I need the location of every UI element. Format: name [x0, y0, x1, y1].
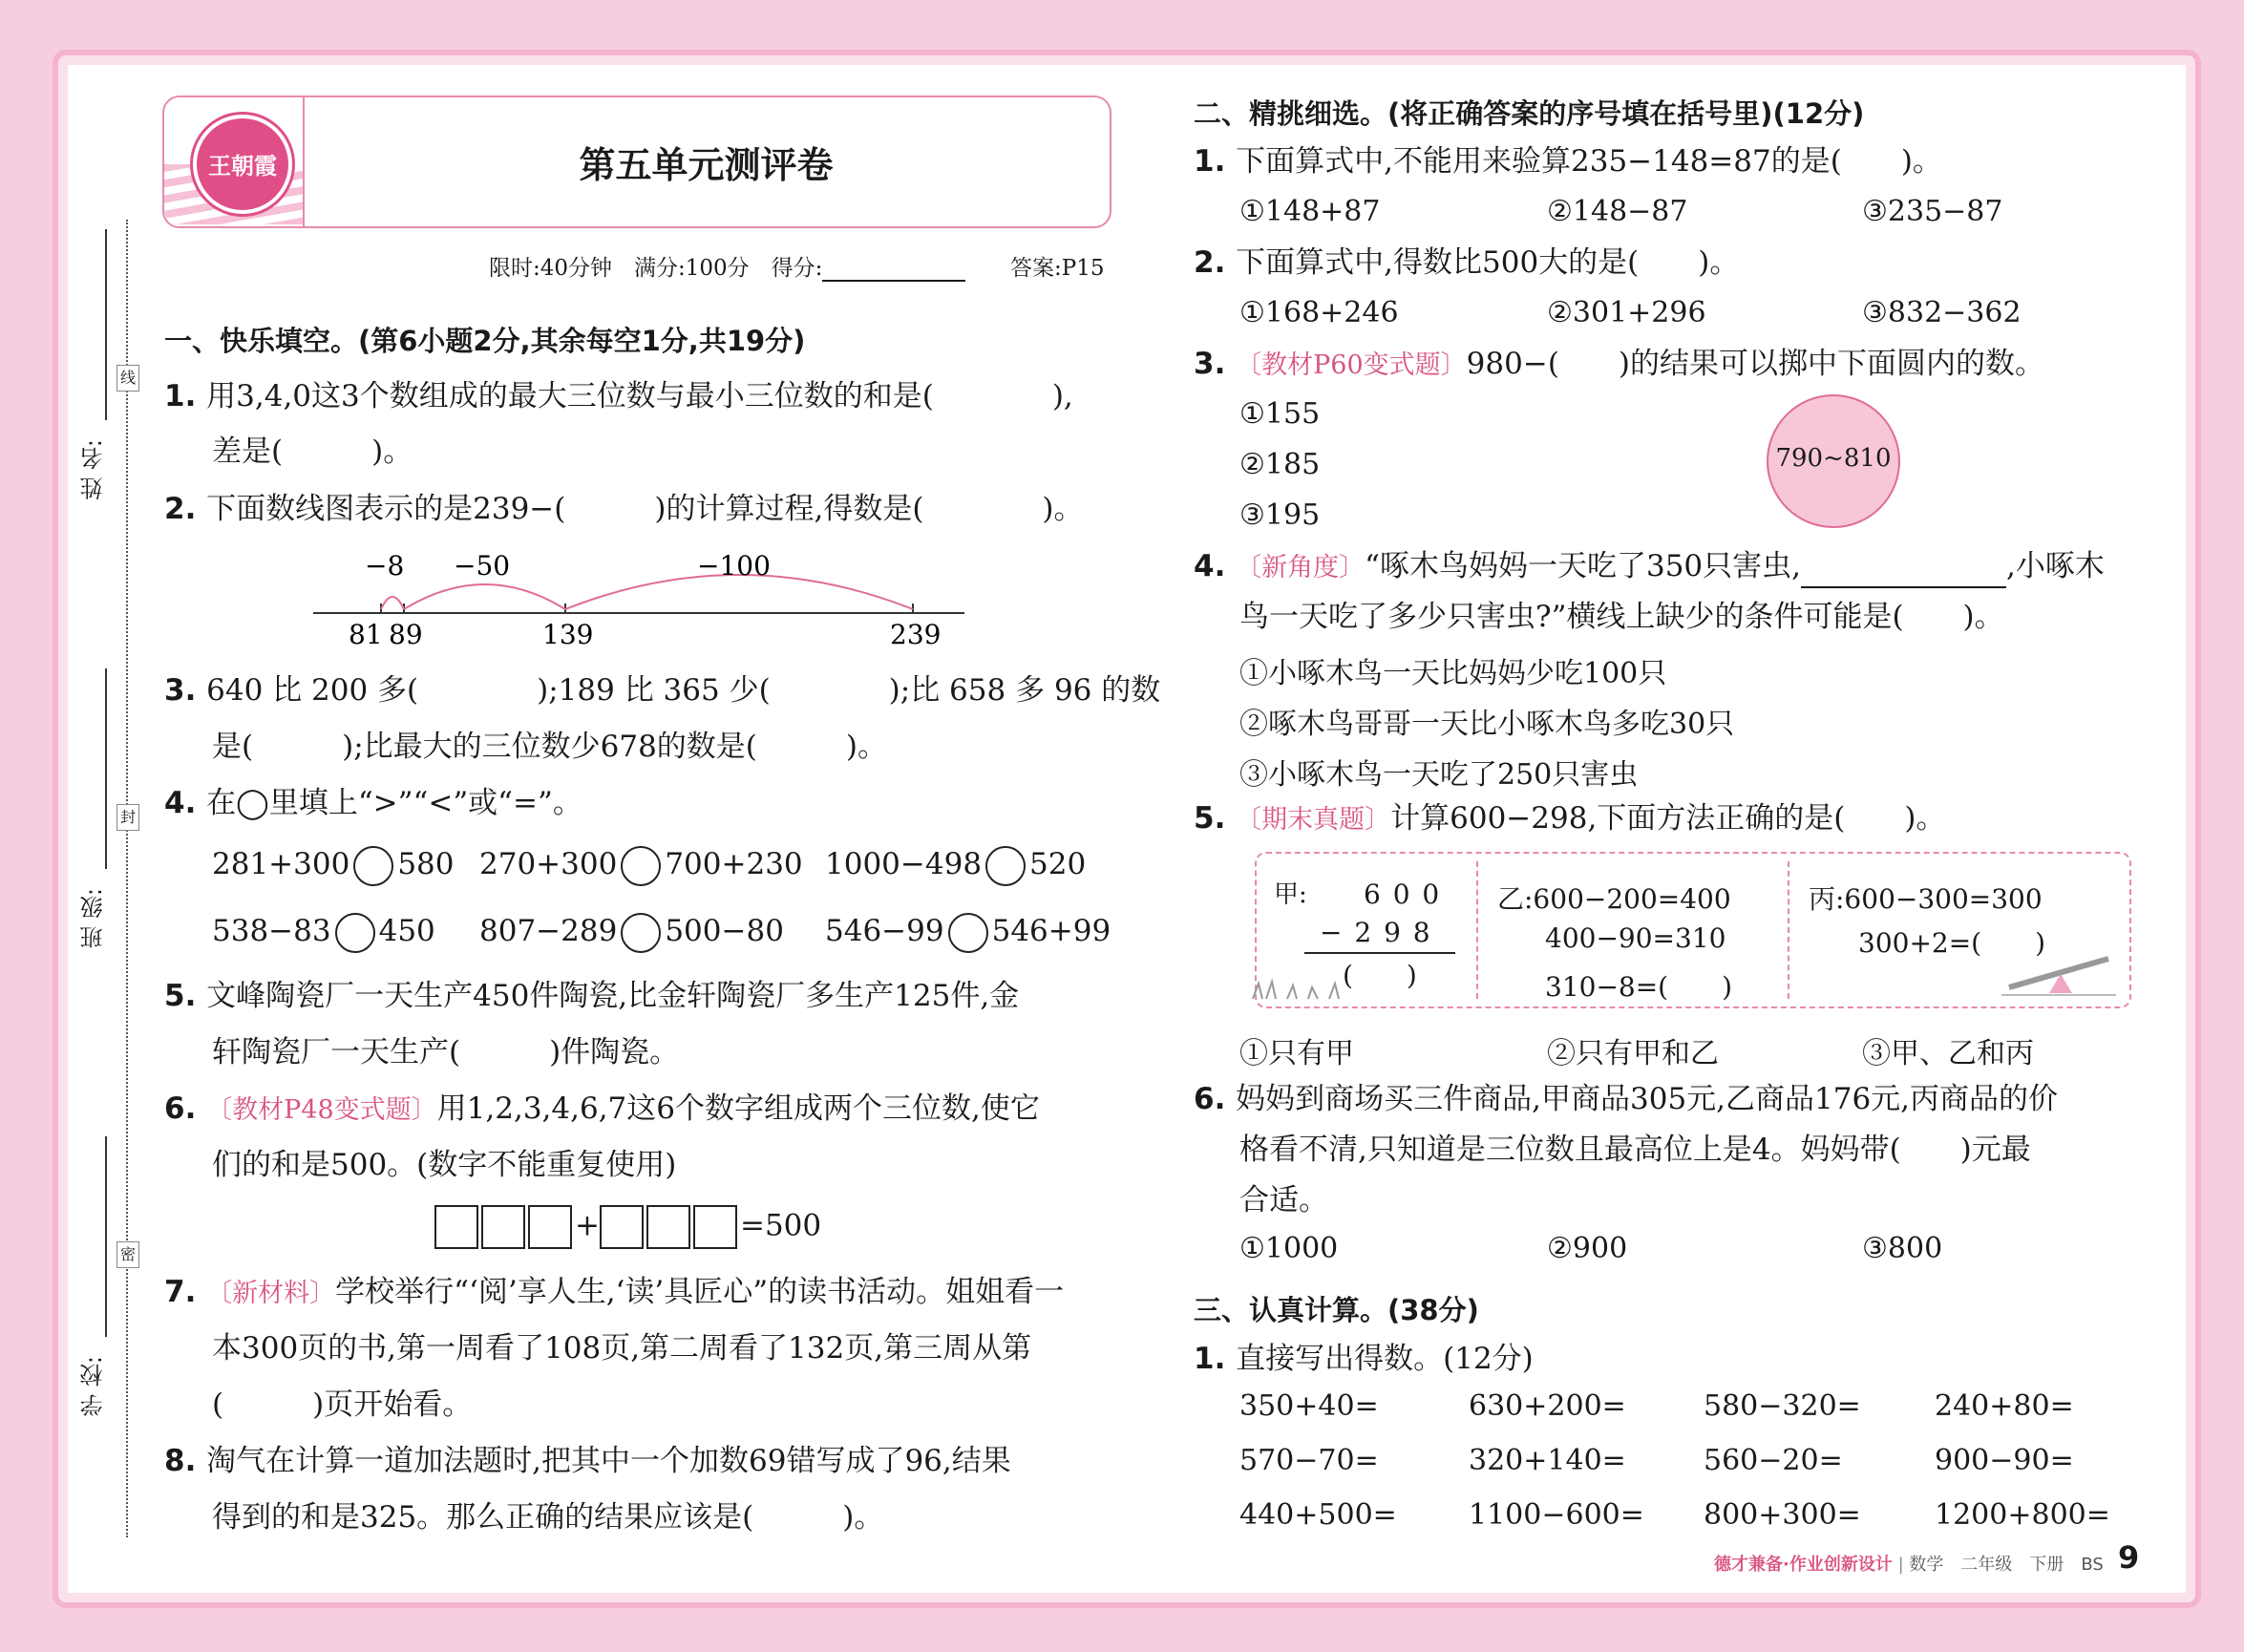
s1-q1: [164, 376, 1073, 416]
q-number: 4.: [164, 786, 207, 820]
calc-item[interactable]: 580−320=: [1704, 1389, 1861, 1423]
s2-q6-cont: 格看不清,只知道是三位数且最高位上是4。妈妈带( )元最: [1239, 1133, 2031, 1167]
q4-tag: 〔新角度〕: [1236, 553, 1365, 582]
section1-title: 一、快乐填空。(第6小题2分,其余每空1分,共19分): [164, 325, 806, 357]
s1-q7-text: 学校举行“‘阅’享人生,‘读’具匠心”的读书活动。姐姐看一: [335, 1275, 1065, 1309]
compare-left: 281+300: [212, 847, 350, 881]
s2-q5-opt1[interactable]: ①只有甲: [1239, 1037, 1354, 1070]
calc-item[interactable]: 440+500=: [1239, 1498, 1397, 1532]
section2-title: 二、精挑细选。(将正确答案的序号填在括号里)(12分): [1194, 97, 1865, 130]
jump-arc-50: [404, 584, 565, 609]
s2-q5-opt2[interactable]: ②只有甲和乙: [1547, 1037, 1719, 1070]
calc-item[interactable]: 350+40=: [1239, 1389, 1379, 1423]
s1-q2: [164, 489, 1084, 529]
s1-q6-cont: 们的和是500。(数字不能重复使用): [212, 1148, 677, 1182]
s2-q6-text: 妈妈到商场买三件商品,甲商品305元,乙商品176元,丙商品的价: [1236, 1082, 2059, 1116]
compare-left: 538−83: [212, 914, 331, 948]
s2-q4-opt3[interactable]: ③小啄木鸟一天吃了250只害虫: [1239, 758, 1639, 792]
q-number: 2.: [1194, 245, 1237, 280]
q-number: 5.: [164, 979, 207, 1013]
q-number: 2.: [164, 492, 207, 526]
q-number: 4.: [1194, 549, 1237, 583]
jump-arc-8: [381, 597, 404, 609]
compare-row-1c: [825, 844, 1086, 886]
s1-q8-cont: 得到的和是325。那么正确的结果应该是( )。: [212, 1500, 884, 1535]
number-line: [306, 546, 974, 653]
s1-q3: [164, 670, 1160, 710]
jia-result[interactable]: ( ): [1343, 960, 1417, 991]
q-number: 6.: [1194, 1082, 1237, 1116]
q-number: 6.: [164, 1091, 207, 1126]
q6-tag: 〔教材P48变式题〕: [206, 1095, 437, 1125]
condition-blank[interactable]: [1801, 558, 2006, 588]
compare-left: 546−99: [825, 914, 944, 948]
s1-q5: [164, 976, 1019, 1016]
compare-circle[interactable]: [353, 846, 393, 886]
s1-q7-cont2: ( )页开始看。: [212, 1387, 473, 1422]
calc-grid: [1239, 1389, 2128, 1552]
compare-right: 500−80: [665, 914, 784, 948]
s1-q4: [164, 783, 582, 823]
calc-item[interactable]: 1200+800=: [1935, 1498, 2110, 1532]
s2-q2-text: 下面算式中,得数比500大的是( )。: [1236, 245, 1740, 280]
s2-q3: [1194, 344, 2044, 386]
s2-q4-cont: 鸟一天吃了多少只害虫?”横线上缺少的条件可能是( )。: [1239, 600, 2004, 634]
jia-label: 甲:: [1274, 880, 1307, 909]
q-number: 1.: [1194, 1342, 1237, 1376]
digit-box[interactable]: [481, 1205, 525, 1249]
s2-q2-opt1[interactable]: ①168+246: [1239, 296, 1399, 329]
jia-sub: − 2 9 8: [1320, 917, 1432, 948]
grass-blades: [1253, 982, 1339, 999]
s2-q1-text: 下面算式中,不能用来验算235−148=87的是( )。: [1236, 144, 1942, 179]
methods-box: [1255, 852, 2131, 1008]
s2-q6-opt1[interactable]: ①1000: [1239, 1232, 1339, 1265]
tick-label-139: 139: [542, 619, 594, 650]
s2-q4: [1194, 546, 2105, 588]
compare-right: 520: [1029, 847, 1087, 881]
compare-row-1: [212, 844, 455, 886]
bing-line2[interactable]: 300+2=( ): [1858, 927, 2046, 959]
s2-q6-opt3[interactable]: ③800: [1862, 1232, 1943, 1265]
s2-q2: [1194, 243, 1739, 283]
compare-right: 450: [378, 914, 435, 948]
jia-top: 6 0 0: [1364, 879, 1442, 910]
compare-right: 580: [397, 847, 455, 881]
s2-q4-text-end: ,小啄木: [2006, 549, 2105, 583]
compare-circle[interactable]: [621, 846, 661, 886]
footer-separator: |: [1892, 1555, 1910, 1575]
footer-series: 德才兼备·作业创新设计: [1714, 1555, 1893, 1575]
q-number: 1.: [1194, 144, 1237, 179]
s1-q7-cont: 本300页的书,第一周看了108页,第二周看了132页,第三周从第: [212, 1331, 1032, 1366]
compare-right: 546+99: [991, 914, 1111, 948]
jump-label-8: −8: [365, 550, 405, 582]
s2-q4-text: “啄木鸟妈妈一天吃了350只害虫,: [1365, 549, 1802, 583]
s2-q1: [1194, 141, 1942, 181]
brand-logo: [193, 115, 292, 214]
methods-divider-1: [1476, 861, 1478, 999]
s2-q3-opt2[interactable]: ②185: [1239, 448, 1321, 481]
class-line: [105, 668, 107, 869]
calc-item[interactable]: 570−70=: [1239, 1444, 1379, 1477]
q-number: 3.: [164, 673, 207, 708]
seal-marker: 封: [116, 804, 139, 831]
q5-tag: 〔期末真题〕: [1236, 805, 1391, 835]
s2-q4-opt1[interactable]: ①小啄木鸟一天比妈妈少吃100只: [1239, 657, 1667, 690]
target-circle: [1767, 394, 1900, 528]
digit-box[interactable]: [600, 1205, 644, 1249]
s3-q1: [1194, 1339, 1534, 1379]
yi-line1: 乙:600−200=400: [1497, 883, 1731, 915]
s2-q2-opt2[interactable]: ②301+296: [1547, 296, 1706, 329]
compare-left: 1000−498: [825, 847, 983, 881]
calc-item[interactable]: 800+300=: [1704, 1498, 1861, 1532]
line-marker: 线: [116, 365, 139, 392]
q-number: 3.: [1194, 347, 1237, 381]
school-label: 学 校:: [80, 1356, 107, 1417]
digit-box[interactable]: [434, 1205, 478, 1249]
digit-box[interactable]: [528, 1205, 572, 1249]
test-meta: [489, 250, 965, 282]
s1-q6: [164, 1089, 1040, 1131]
title-banner: [162, 95, 1111, 228]
s1-q4-text: 在◯里填上“>”“<”或“=”。: [206, 786, 582, 820]
compare-circle[interactable]: [335, 913, 375, 953]
score-blank: [822, 257, 965, 282]
digit-box[interactable]: [646, 1205, 690, 1249]
s2-q6-cont2: 合适。: [1239, 1183, 1328, 1218]
digit-box[interactable]: [693, 1205, 737, 1249]
seesaw-illustration: [2001, 945, 2116, 999]
compare-row-2b: [479, 911, 784, 953]
jump-label-50: −50: [454, 550, 511, 582]
compare-left: 270+300: [479, 847, 618, 881]
compare-circle[interactable]: [948, 913, 988, 953]
s2-q6: [1194, 1079, 2058, 1119]
school-line: [105, 1136, 107, 1337]
yi-line2: 400−90=310: [1545, 922, 1726, 954]
jia-rule: [1304, 952, 1455, 954]
s2-q3-opt1[interactable]: ①155: [1239, 397, 1321, 431]
name-line: [105, 229, 107, 420]
s2-q6-opt2[interactable]: ②900: [1547, 1232, 1628, 1265]
s2-q5-text: 计算600−298,下面方法正确的是( )。: [1390, 801, 1946, 836]
q-number: 8.: [164, 1444, 207, 1478]
calc-item[interactable]: 560−20=: [1704, 1444, 1843, 1477]
compare-row-2c: [825, 911, 1111, 953]
binding-margin: [76, 220, 153, 1537]
target-range: 790~810: [1775, 444, 1892, 473]
calc-item[interactable]: 240+80=: [1935, 1389, 2074, 1423]
q-number: 5.: [1194, 801, 1237, 836]
s1-q3-text: 640 比 200 多( );189 比 365 少( );比 658 多 96 的数: [206, 673, 1161, 708]
s1-q3-cont: 是( );比最大的三位数少678的数是( )。: [212, 730, 887, 764]
yi-line3[interactable]: 310−8=( ): [1545, 971, 1733, 1003]
plus-sign: +: [575, 1208, 600, 1243]
s2-q2-opt3[interactable]: ③832−362: [1862, 296, 2022, 329]
compare-left: 807−289: [479, 914, 618, 948]
calc-item[interactable]: 900−90=: [1935, 1444, 2074, 1477]
jump-label-100: −100: [697, 550, 771, 582]
q3-tag: 〔教材P60变式题〕: [1236, 350, 1467, 380]
s1-q5-cont: 轩陶瓷厂一天生产( )件陶瓷。: [212, 1035, 680, 1070]
tick-label-239: 239: [890, 619, 942, 650]
s2-q3-opt3[interactable]: ③195: [1239, 498, 1321, 532]
q7-tag: 〔新材料〕: [206, 1279, 336, 1308]
meta-text: 限时:40分钟 满分:100分 得分:: [489, 256, 823, 281]
s2-q3-text: 980−( )的结果可以掷中下面圆内的数。: [1466, 347, 2045, 381]
compare-row-1b: [479, 844, 803, 886]
section3-title: 三、认真计算。(38分): [1194, 1294, 1479, 1326]
calc-item[interactable]: 630+200=: [1469, 1389, 1626, 1423]
class-label: 班 级:: [80, 888, 107, 949]
s2-q1-opt3[interactable]: ③235−87: [1862, 195, 2003, 228]
s2-q1-opt2[interactable]: ②148−87: [1547, 195, 1688, 228]
tick-label-89: 89: [389, 619, 423, 650]
s1-q8: [164, 1441, 1011, 1481]
q-number: 1.: [164, 379, 207, 413]
logo-text: 王朝霞: [208, 152, 277, 180]
compare-row-2: [212, 911, 435, 953]
s2-q5-opt3[interactable]: ③甲、乙和丙: [1862, 1037, 2034, 1070]
s1-q8-text: 淘气在计算一道加法题时,把其中一个加数69错写成了96,结果: [206, 1444, 1011, 1478]
dotted-cut-line: [126, 220, 128, 1537]
methods-divider-2: [1788, 861, 1789, 999]
compare-circle[interactable]: [621, 913, 661, 953]
compare-circle[interactable]: [985, 846, 1026, 886]
tick-label-81: 81: [349, 619, 383, 650]
equals-500: =500: [739, 1208, 822, 1243]
s2-q5: [1194, 798, 1946, 840]
name-label: 姓 名:: [80, 439, 107, 500]
footer-info: 数学 二年级 下册 BS: [1909, 1555, 2104, 1575]
s1-q2-text: 下面数线图表示的是239−( )的计算过程,得数是( )。: [206, 492, 1084, 526]
page-title: 第五单元测评卷: [579, 144, 834, 186]
footer: [1714, 1551, 2104, 1576]
s1-q1-text: 用3,4,0这3个数组成的最大三位数与最小三位数的和是( ),: [206, 379, 1073, 413]
s2-q4-opt2[interactable]: ②啄木鸟哥哥一天比小啄木鸟多吃30只: [1239, 708, 1735, 741]
s3-q1-text: 直接写出得数。(12分): [1236, 1342, 1534, 1376]
page-number: 9: [2118, 1539, 2140, 1576]
bing-line1: 丙:600−300=300: [1809, 883, 2043, 915]
calc-item[interactable]: 320+140=: [1469, 1444, 1626, 1477]
s1-q6-text: 用1,2,3,4,6,7这6个数字组成两个三位数,使它: [436, 1091, 1040, 1126]
q-number: 7.: [164, 1275, 207, 1309]
calc-item[interactable]: 1100−600=: [1469, 1498, 1644, 1532]
s2-q1-opt1[interactable]: ①148+87: [1239, 195, 1381, 228]
s1-q5-text: 文峰陶瓷厂一天生产450件陶瓷,比金轩陶瓷厂多生产125件,金: [206, 979, 1020, 1013]
digit-boxes: [434, 1205, 821, 1249]
secret-marker: 密: [116, 1241, 139, 1268]
answer-ref: 答案:P15: [1010, 256, 1105, 281]
s1-q7: [164, 1272, 1064, 1314]
s1-q1-cont: 差是( )。: [212, 434, 413, 469]
grass-illustration: [1249, 972, 1354, 1001]
compare-right: 700+230: [665, 847, 803, 881]
